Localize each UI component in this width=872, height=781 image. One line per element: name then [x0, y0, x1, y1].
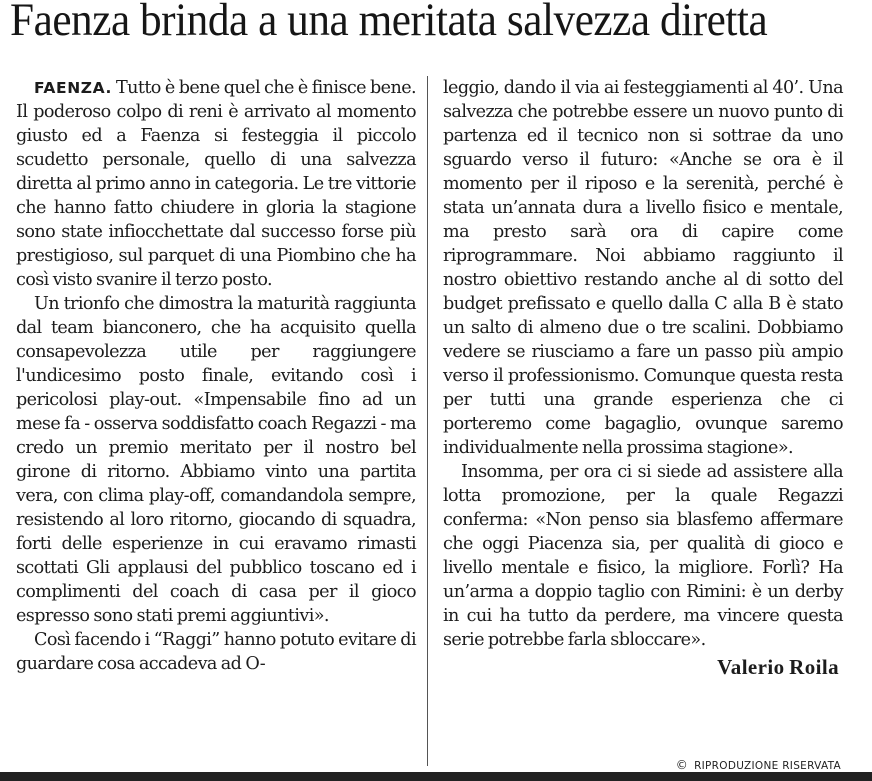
paragraph: leggio, dando il via ai festeggiamenti al 40’. Una salvezza che potrebbe essere un nuovo punto di partenza ed il tecnico non si sottrae da uno sguardo verso il futuro: «Anche se ora è il momento per il riposo e la serenità, perché è stata un’annata dura a livello fisico e mentale, ma presto sarà ora di capire come riprogrammare. Noi abbiamo raggiunto il nostro obiettivo restando anche al di sotto del budget prefissato e quello dalla C alla B è stato un salto di almeno due o tre scalini. Dobbiamo vedere se riusciamo a fare un passo più ampio verso il professionismo. Comunque questa resta per tutti una grande esperienza che ci porteremo come bagaglio, ovunque saremo individualmente nella prossima stagione». — [443, 78, 843, 458]
bottom-rule — [0, 772, 872, 781]
copyright-notice — [676, 758, 841, 772]
paragraph: Insomma, per ora ci si siede ad assistere alla lotta promozione, per la quale Regazzi conferma: «Non penso sia blasfemo affermare che oggi Piacenza sia, per qualità di gioco e livello mentale e fisico, la migliore. Forlì? Ha un’arma a doppio taglio con Rimini: è un derby in cui ha tutto da perdere, ma vincere questa serie potrebbe farla sbloccare». — [443, 462, 843, 650]
copyright-text: RIPRODUZIONE RISERVATA — [694, 760, 841, 772]
paragraph: Così facendo i “Raggi” hanno potuto evitare di guardare cosa accadeva ad O- — [16, 630, 416, 674]
author-byline: Valerio Roila — [717, 655, 839, 679]
copyright-icon: © — [675, 758, 689, 772]
column-divider — [427, 76, 428, 766]
paragraph: Un trionfo che dimostra la maturità raggiunta dal team bianconero, che ha acquisito quella consapevolezza utile per raggiungere l'undicesimo posto finale, evitando così i pericolosi play-out. «Impensabile fino ad un mese fa - osserva soddisfatto coach Regazzi - ma credo un premio meritato per il nostro bel girone di ritorno. Abbiamo vinto una partita vera, con clima play-off, comandandola sempre, resistendo al loro ritorno, giocando di squadra, forti delle esperienze in cui eravamo rimasti scottati Gli applausi del pubblico toscano ed i complimenti del coach di casa per il gioco espresso sono stati premi aggiuntivi». — [16, 294, 416, 626]
paragraph — [16, 76, 416, 292]
paragraph-text: Tutto è bene quel che è finisce bene. Il poderoso colpo di reni è arrivato al momento giusto ed a Faenza si festeggia il piccolo scudetto personale, quello di una salvezza diretta al primo anno in categoria. Le tre vittorie che hanno fatto chiudere in gloria la stagione sono state infiocchettate dal successo forse più prestigioso, sul parquet di una Piombino che ha così visto svanire il terzo posto. — [16, 78, 416, 290]
headline: Faenza brinda a una meritata salvezza diretta — [10, 0, 768, 46]
dateline: FAENZA. — [34, 79, 112, 97]
article-column-left — [16, 76, 416, 676]
article-column-right — [443, 76, 843, 680]
